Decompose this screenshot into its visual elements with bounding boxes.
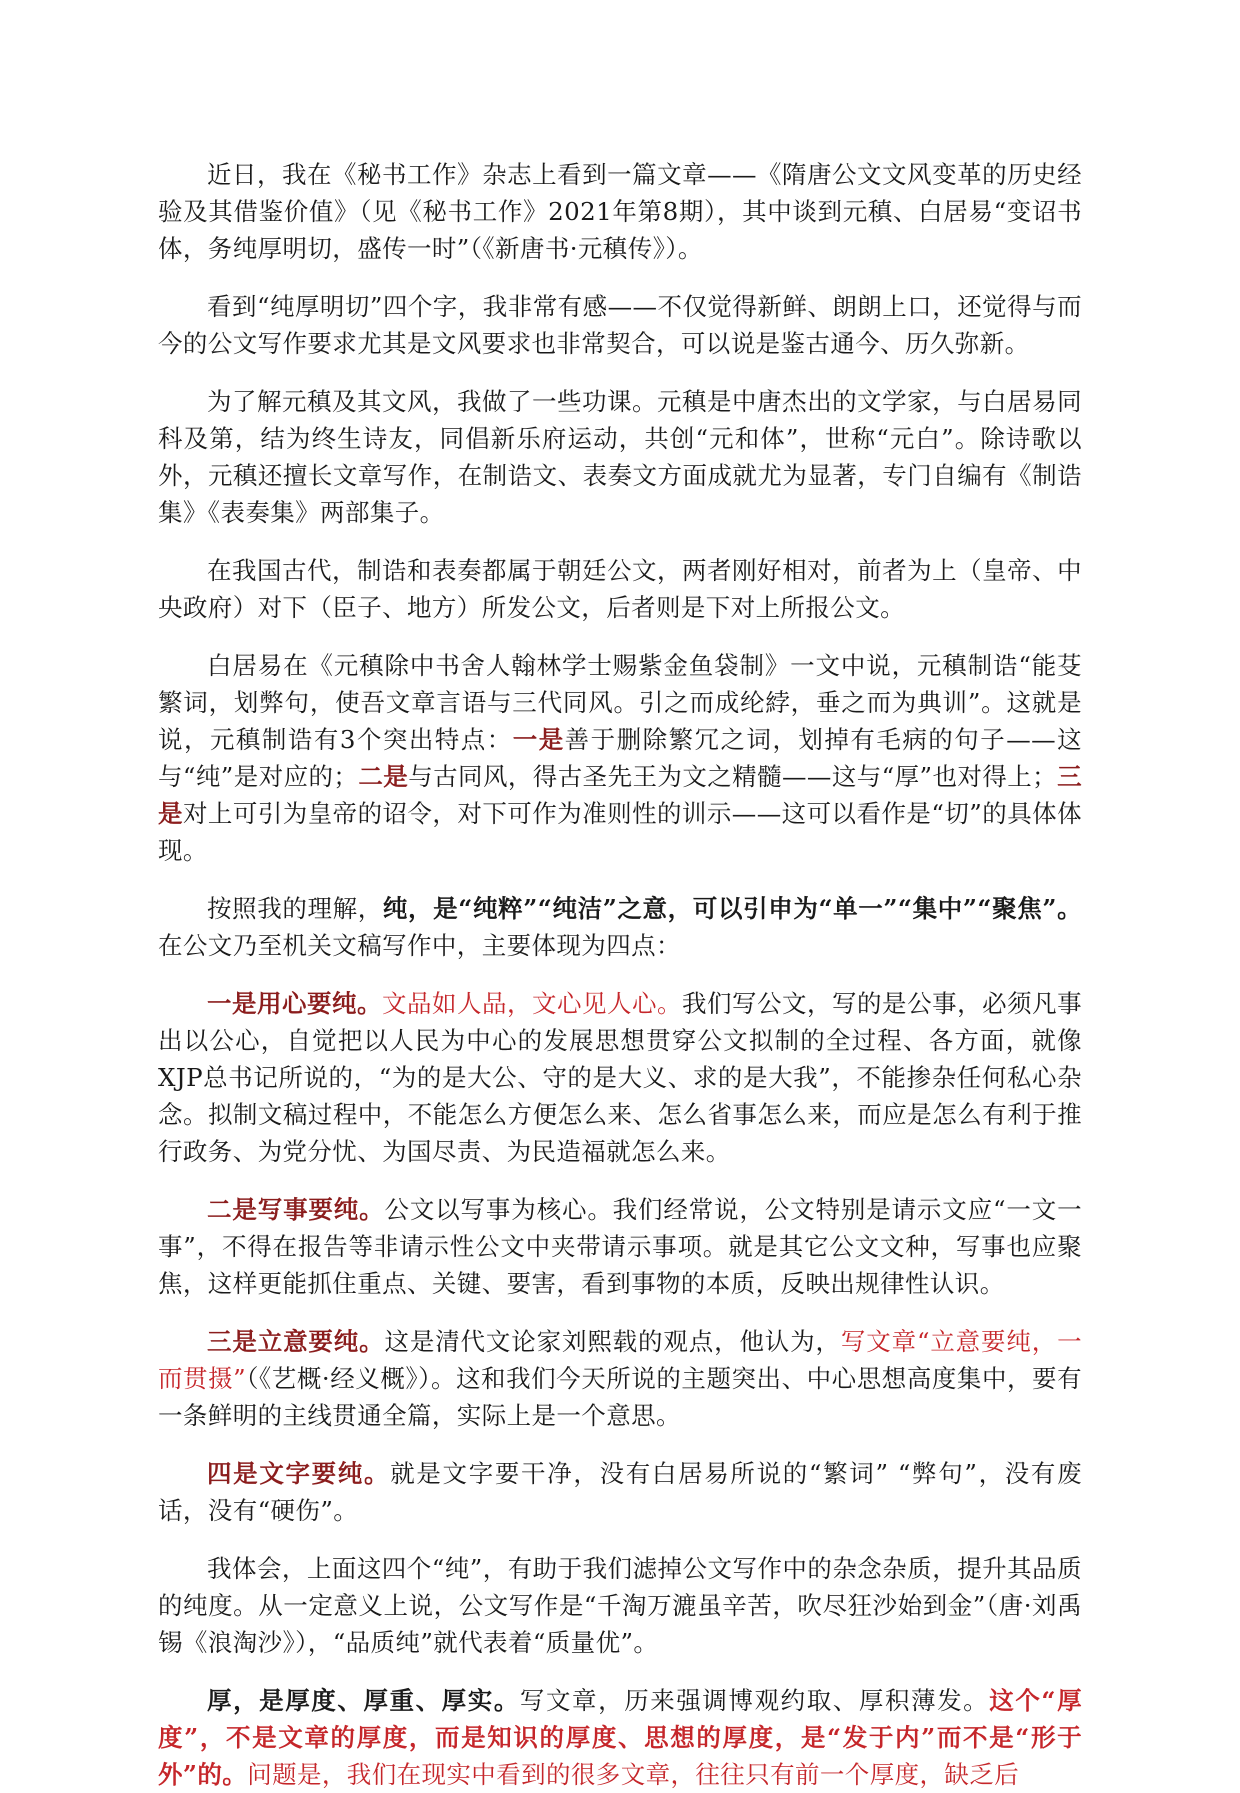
- highlight-third-point: 三是: [158, 762, 1082, 828]
- text-segment: （《艺概·经义概》）。这和我们今天所说的主题突出、中心思想高度集中，要有一条鲜明的主线贯通全篇，实际上是一个意思。: [158, 1364, 1082, 1430]
- text-segment: 近日，我在《秘书工作》杂志上看到一篇文章——《隋唐公文文风变革的历史经验及其借鉴价值》（见《秘书工作》2021年第8期），其中谈到元稹、白居易“变诏书体，务纯厚明切，盛传一时”（《新唐书·元稹传》）。: [158, 160, 1082, 263]
- text-segment: 按照我的理解，: [207, 894, 383, 923]
- text-segment: 对上可引为皇帝的诏令，对下可作为准则性的训示——这可以看作是“切”的具体体现。: [158, 799, 1082, 865]
- bold-hou-meaning: 厚，是厚度、厚重、厚实。: [207, 1686, 520, 1715]
- paragraph-chun-definition: [158, 890, 1082, 964]
- paragraph-intro: [158, 156, 1082, 267]
- paragraph-chun-summary: [158, 1550, 1082, 1661]
- text-segment: 善于删除繁冗之词，划掉有毛病的句子——这与“纯”是对应的；: [158, 725, 1082, 791]
- text-segment: 白居易在《元稹除中书舍人翰林学士赐紫金鱼袋制》一文中说，元稹制诰“能芟繁词，划弊句，使吾文章言语与三代同风。引之而成纶綍，垂之而为典训”。这就是说，元稹制诰有3个突出特点：: [158, 651, 1082, 754]
- text-segment: 在公文乃至机关文稿写作中，主要体现为四点：: [158, 931, 681, 960]
- paragraph-zhigao-biaozou: [158, 552, 1082, 626]
- red-continuation: 问题是，我们在现实中看到的很多文章，往往只有前一个厚度，缺乏后: [247, 1760, 1020, 1789]
- paragraph-hou-definition: [158, 1682, 1082, 1793]
- text-segment: 我体会，上面这四个“纯”，有助于我们滤掉公文写作中的杂念杂质，提升其品质的纯度。从一定意义上说，公文写作是“千淘万漉虽辛苦，吹尽狂沙始到金”（唐·刘禹锡《浪淘沙》），“品质纯”就代表着“质量优”。: [158, 1554, 1082, 1657]
- paragraph-point-four: [158, 1455, 1082, 1529]
- text-segment: 我们写公文，写的是公事，必须凡事出以公心，自觉把以人民为中心的发展思想贯穿公文拟制的全过程、各方面，就像XJP总书记所说的，“为的是大公、守的是大义、求的是大我”，不能掺杂任何私心杂念。拟制文稿过程中，不能怎么方便怎么来、怎么省事怎么来，而应是怎么有利于推行政务、为党分忧、为国尽责、为民造福就怎么来。: [158, 989, 1082, 1166]
- text-segment: 公文以写事为核心。我们经常说，公文特别是请示文应“一文一事”，不得在报告等非请示性公文中夹带请示事项。就是其它公文文种，写事也应聚焦，这样更能抓住重点、关键、要害，看到事物的本质，反映出规律性认识。: [158, 1195, 1082, 1298]
- bold-chun-meaning: 纯，是“纯粹”“纯洁”之意，可以引申为“单一”“集中”“聚焦”。: [382, 894, 1082, 923]
- red-bold-emphasis: 这个“厚度”，不是文章的厚度，而是知识的厚度、思想的厚度，是“发于内”而不是“形于外”的。: [158, 1686, 1082, 1789]
- text-segment: 为了解元稹及其文风，我做了一些功课。元稹是中唐杰出的文学家，与白居易同科及第，结为终生诗友，同倡新乐府运动，共创“元和体”，世称“元白”。除诗歌以外，元稹还擅长文章写作，在制诰文、表奏文方面成就尤为显著，专门自编有《制诰集》《表奏集》两部集子。: [158, 387, 1082, 527]
- highlight-first-point: 一是: [512, 725, 565, 754]
- paragraph-yuanzhen-background: [158, 383, 1082, 531]
- text-segment: 就是文字要干净，没有白居易所说的“繁词” “弊句”，没有废话，没有“硬伤”。: [158, 1459, 1082, 1525]
- heading-point-two: 二是写事要纯。: [207, 1195, 385, 1224]
- text-segment: 在我国古代，制诰和表奏都属于朝廷公文，两者刚好相对，前者为上（皇帝、中央政府）对下（臣子、地方）所发公文，后者则是下对上所报公文。: [158, 556, 1082, 622]
- paragraph-point-one: [158, 985, 1082, 1170]
- text-segment: 看到“纯厚明切”四个字，我非常有感——不仅觉得新鲜、朗朗上口，还觉得与而今的公文写作要求尤其是文风要求也非常契合，可以说是鉴古通今、历久弥新。: [158, 292, 1082, 358]
- red-quote: 文品如人品，文心见人心。: [382, 989, 683, 1018]
- heading-point-four: 四是文字要纯。: [207, 1459, 391, 1488]
- paragraph-point-two: [158, 1191, 1082, 1302]
- heading-point-three: 三是立意要纯。: [207, 1327, 385, 1356]
- paragraph-point-three: [158, 1323, 1082, 1434]
- red-quote: 写文章“立意要纯，一而贯摄”: [158, 1327, 1082, 1393]
- highlight-second-point: 二是: [358, 762, 409, 791]
- text-segment: 这是清代文论家刘熙载的观点，他认为，: [384, 1327, 841, 1356]
- text-segment: 与古同风，得古圣先王为文之精髓——这与“厚”也对得上；: [408, 762, 1058, 791]
- text-segment: 写文章，历来强调博观约取、厚积薄发。: [519, 1686, 990, 1715]
- paragraph-impression: [158, 288, 1082, 362]
- heading-point-one: 一是用心要纯。: [207, 989, 383, 1018]
- paragraph-three-features: [158, 647, 1082, 869]
